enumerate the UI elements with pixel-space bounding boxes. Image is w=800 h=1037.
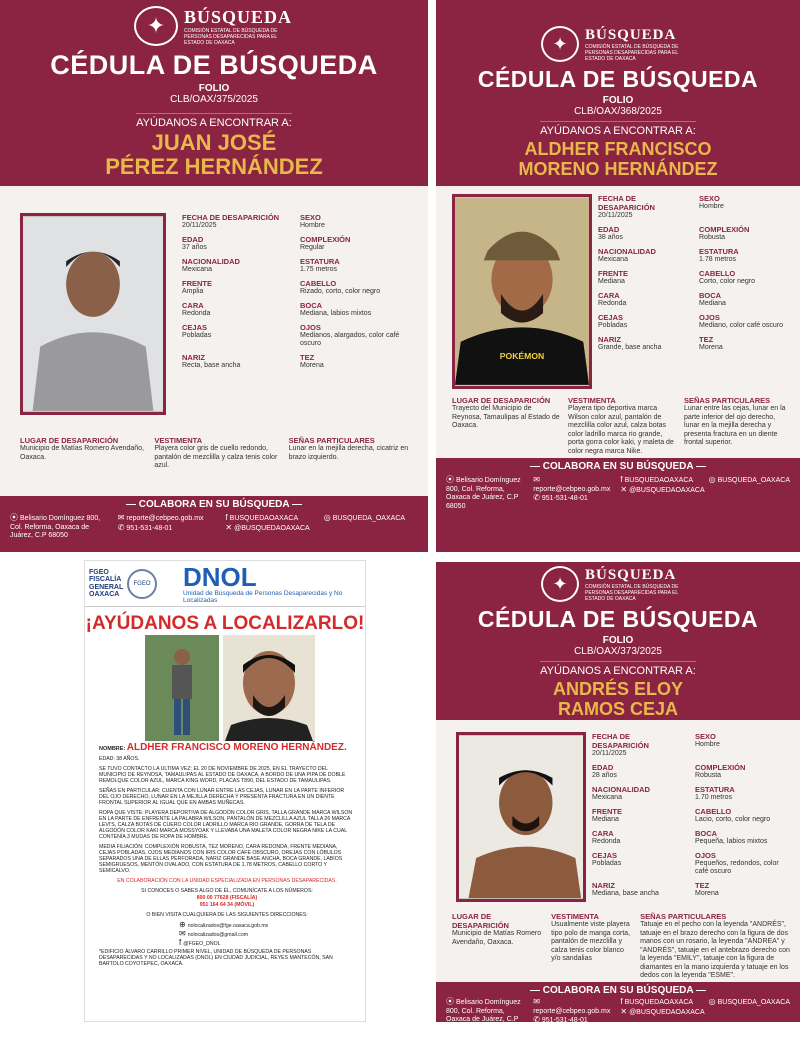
phone-icon: ✆ [533,1015,540,1024]
card-header [436,562,800,720]
instagram-link[interactable]: BUSQUEDA_OAXACA [332,515,406,522]
dnol-flyer [84,560,366,1022]
vestimenta-label: VESTIMENTA [551,912,599,921]
colabora-heading: — COLABORA EN SU BÚSQUEDA — [126,499,302,510]
person-first-name: ANDRÉS ELOY [552,679,684,699]
nacionalidad-label: NACIONALIDAD [592,785,650,794]
help-text: AYÚDANOS A ENCONTRAR A: [540,661,696,677]
lugar-value: Municipio de Matías Romero Avendaño, Oaxaca. [452,930,542,946]
cabello-value: Rizado, corto, color negro [300,288,381,295]
lugar-label: LUGAR DE DESAPARICIÓN [452,396,551,405]
vestimenta-value: Playera color gris de cuello redondo, pantalón de mezclilla y calza tenis color azul. [154,445,278,469]
instagram-icon: ◎ [323,513,331,522]
boca-value: Pequeña, labios mixtos [695,838,768,845]
tez-label: TEZ [695,881,710,890]
ojos-label: OJOS [699,313,720,322]
fecha-label: FECHA DE DESAPARICIÓN [592,732,649,750]
flyer-body [99,742,355,971]
x-icon: ✕ [225,522,233,532]
logo-subtitle: COMISIÓN ESTATAL DE BÚSQUEDA DE PERSONAS DESAPARECIDAS PARA EL ESTADO DE OAXACA [585,43,679,62]
nacionalidad-label: NACIONALIDAD [598,247,656,256]
details-row [452,396,792,456]
nariz-value: Recta, base ancha [182,362,241,369]
cabello-label: CABELLO [300,279,337,288]
location-icon: ⦿ [446,997,454,1006]
fecha-value: 20/11/2025 [592,750,627,757]
facebook-icon: f [225,513,228,522]
phone-icon: ✆ [117,522,125,532]
estatura-label: ESTATURA [300,257,340,266]
busqueda-logo-icon: ✦ [541,26,579,62]
boca-label: BOCA [695,829,718,838]
person-photo-placeholder [23,216,163,412]
personal-data-grid [592,732,792,903]
personal-data-grid [598,194,794,357]
tez-value: Morena [300,362,324,369]
boca-value: Mediana [699,300,726,307]
globe-icon: ⊕ [179,920,186,929]
nombre-value: ALDHER FRANCISCO MORENO HERNÁNDEZ. [126,742,347,753]
sexo-label: SEXO [300,213,321,222]
cara-value: Redonda [182,310,211,317]
card-footer [436,982,800,1032]
instagram-link[interactable]: BUSQUEDA_OAXACA [717,999,790,1006]
search-card-juan-jose [0,0,428,552]
fecha-label: FECHA DE DESAPARICIÓN [182,213,280,222]
nacionalidad-value: Mexicana [182,266,212,273]
nariz-value: Grande, base ancha [598,344,662,351]
tez-value: Morena [695,890,719,897]
flyer-header [85,561,365,607]
card-header [0,0,428,186]
nacionalidad-value: Mexicana [592,794,622,801]
address-note: *EDIFICIO ÁLVARO CARRILLO PRIMER NIVEL, UNIDAD DE BÚSQUEDA DE PERSONAS DESAPARECIDAS Y NO LOCALIZADAS (DNOL) EN CIUDAD JUDICIAL, REYES MANTECÓN, SAN BARTOLO COYOTEPEC, OAXACA. [99,949,333,967]
si-conoces-text: SI CONOCES O SABES ALGO DE ÉL, COMUNÍCATE A LOS NÚMEROS: [141,888,313,894]
cara-label: CARA [592,829,614,838]
folio-label: FOLIO [602,95,634,106]
card-footer [0,496,428,552]
lugar-label: LUGAR DE DESAPARICIÓN [20,436,119,445]
cabello-label: CABELLO [699,269,736,278]
senas-value: Lunar entre las cejas, lunar en la parte inferior del ojo derecho, lunar en la mejilla derecha y presenta fractura en un diente frontal superior. [684,405,786,446]
seal-icon [127,569,157,599]
location-icon: ⦿ [10,513,18,522]
person-photo-placeholder [455,197,589,386]
edad-value: 28 años [592,772,617,779]
folio-number: CLB/OAX/368/2025 [574,106,662,117]
estatura-value: 1.70 metros [695,794,732,801]
edad-text: EDAD: 38 AÑOS. [99,756,140,762]
page-title: CÉDULA DE BÚSQUEDA [50,50,378,80]
mail-icon: ✉ [179,929,186,938]
phone-movil[interactable]: 951 164 64 34 (MÓVIL) [199,902,255,908]
estatura-label: ESTATURA [695,785,735,794]
person-photo [20,213,166,415]
x-link[interactable]: @BUSQUEDAOAXACA [629,1008,705,1016]
folio-number: CLB/OAX/375/2025 [170,94,258,105]
vestimenta-value: Playera tipo deportiva marca Wilson color azul, pantalón de mezclilla color azul, calza botas color ladrillo marca rio grande, porta gorra color kaki, y maleta de color negra marca Nike. [568,405,674,455]
ojos-value: Medianos, alargados, color café oscuro [300,332,400,347]
lugar-value: Municipio de Matías Romero Avendaño, Oaxaca. [20,445,144,461]
search-card-andres [436,562,800,1032]
logo-title: BÚSQUEDA [184,6,293,27]
nariz-label: NARIZ [592,881,615,890]
nariz-value: Mediana, base ancha [592,890,659,897]
vestimenta-value: Usualmente viste playera tipo polo de manga corta, pantalón de mezclilla y calza tenis color blanco y/o sandalias [551,921,631,962]
phone-link[interactable]: 951-531-48-01 [541,495,588,502]
colaboracion-note: EN COLABORACIÓN CON LA UNIDAD ESPECIALIZADA EN PERSONAS DESAPARECIDAS. [117,878,337,884]
senas-label: SEÑAS PARTICULARES [288,436,375,445]
nombre-label: NOMBRE: [99,746,126,752]
logo-subtitle: COMISIÓN ESTATAL DE BÚSQUEDA DE PERSONAS DESAPARECIDAS PARA EL ESTADO DE OAXACA [184,27,278,46]
colabora-heading: — COLABORA EN SU BÚSQUEDA — [530,985,706,996]
nariz-label: NARIZ [598,335,621,344]
edad-label: EDAD [592,763,614,772]
person-last-name: MORENO HERNÁNDEZ [518,159,718,179]
sexo-value: Hombre [300,222,325,229]
details-row [452,912,792,981]
email-link[interactable]: reporte@cebpeo.gob.mx [533,1007,611,1015]
address: Belisario Domínguez 800, Col. Reforma, Oaxaca de Juárez, C.P 68050 [10,515,101,539]
boca-label: BOCA [300,301,323,310]
tez-value: Morena [699,344,723,351]
frente-label: FRENTE [598,269,628,278]
logo-title: BÚSQUEDA [585,566,677,583]
folio-number: CLB/OAX/373/2025 [574,646,662,657]
cabello-value: Corto, color negro [699,278,756,285]
contact-paragraph: SE TUVO CONTACTO LA ULTIMA VEZ: EL 20 DE NOVIEMBRE DE 2025, EN EL TRAYECTO DEL MUNICIPIO DE REYNOSA, TAMAULIPAS AL ESTADO DE OAXACA, A BORDO DE UNA PIPA DE DOBLE REMOLQUE COLOR AZUL, MARCA KING WORD, PLACAS T890, DEL ESTADO DE TAMAULIPAS. [99,766,346,784]
page-title: CÉDULA DE BÚSQUEDA [477,606,759,632]
email-link[interactable]: reporte@cebpeo.gob.mx [126,515,204,522]
vestimenta-label: VESTIMENTA [154,436,203,445]
email-icon: ✉ [533,475,540,484]
colabora-heading: — COLABORA EN SU BÚSQUEDA — [530,461,706,472]
cejas-label: CEJAS [182,323,208,332]
flyer-photos-placeholder [145,635,315,741]
flyer-headline: ¡AYÚDANOS A LOCALIZARLO! [85,613,365,634]
cejas-value: Pobladas [182,332,212,339]
seal-text: FGEO [133,580,151,587]
busqueda-logo-icon: ✦ [134,6,178,46]
ojos-label: OJOS [300,323,321,332]
edad-value: 37 años [182,244,207,251]
frente-value: Mediana [592,816,619,823]
ojos-value: Pequeños, redondos, color café oscuro [695,860,779,875]
email-link[interactable]: reporte@cebpeo.gob.mx [533,485,611,493]
complexion-label: COMPLEXIÓN [300,235,351,244]
ojos-label: OJOS [695,851,716,860]
page-title: CÉDULA DE BÚSQUEDA [477,66,759,92]
edad-label: EDAD [598,225,620,234]
person-first-name: JUAN JOSÉ [151,130,277,155]
frente-value: Mediana [598,278,625,285]
facebook-link[interactable]: BUSQUEDAOAXACA [624,477,694,484]
lugar-value: Trayecto del Municipio de Reynosa, Tamaulipas al Estado de Oaxaca. [452,405,560,429]
card-footer [436,458,800,552]
frente-label: FRENTE [182,279,212,288]
cejas-value: Pobladas [598,322,628,329]
email-icon: ✉ [533,997,540,1006]
sexo-label: SEXO [695,732,716,741]
x-icon: ✕ [620,484,628,494]
x-link[interactable]: @BUSQUEDAOAXACA [234,524,310,532]
ropa-paragraph: ROPA QUE VISTE: PLAYERA DEPORTIVA DE ALGODÓN COLOR GRIS, TALLA GRANDE MARCA WILSON EN LA PARTE DE ENFRENTE LA PALABRA WILSON, PANTALÓN DE MEZCLILLA AZUL TALLA 26 MARCA LEVI'S, CALZA BOTAS DE CUERO COLOR LADRILLO MARCA RIO GRANDE, GORRA DE TELA DE ALGODÓN COLOR KAKI MARCA MOSSYOAK Y LLEVABA UNA MALETA COLOR NEGRA NIKE LA CUAL CONTENÍA 3 MUDAS DE ROPA DE HOMBRE. [99,810,353,840]
phone-icon: ✆ [533,493,540,502]
x-link[interactable]: @BUSQUEDAOAXACA [629,486,705,494]
person-photo [452,194,592,389]
cejas-label: CEJAS [592,851,618,860]
facebook-icon: f [620,997,623,1006]
phone-fiscalia[interactable]: 800 00 77628 (FISCALÍA) [196,895,258,901]
person-photo [456,732,586,902]
senas-label: SEÑAS PARTICULARES [684,396,771,405]
complexion-value: Regular [300,244,325,251]
senas-value: Tatuaje en el pecho con la leyenda "ANDRÉS", tatuaje en el brazo derecho con la figura de dos manos con un rosario, la leyenda "ANDREA" y "ANDRÉS", tatuaje en el antebrazo derecho con la leyenda "EMILY", tatuaje con la figura de diamantes en la mano izquierda y tatuaje en los dedos con la leyenda "ESME". [640,921,790,979]
email-icon: ✉ [117,513,125,522]
cejas-label: CEJAS [598,313,624,322]
cabello-value: Lacio, corto, color negro [695,816,771,823]
fecha-label: FECHA DE DESAPARICIÓN [598,194,655,212]
senas-value: Lunar en la mejilla derecha, cicatriz en brazo izquierdo. [288,445,409,461]
details-row [20,436,415,471]
personal-data-grid [182,213,412,375]
logo-title: BÚSQUEDA [585,26,677,43]
cejas-value: Pobladas [592,860,622,867]
social-link[interactable]: @FGEO_DNOL [183,941,221,947]
tez-label: TEZ [300,353,315,362]
facebook-link[interactable]: BUSQUEDAOAXACA [229,515,299,522]
address: Belisario Domínguez 800, Col. Reforma, Oaxaca de Juárez, C.P 68050 [446,999,521,1032]
person-last-name: RAMOS CEJA [557,699,678,719]
ojos-value: Mediano, color café oscuro [699,322,784,329]
facebook-icon: f [620,475,623,484]
cara-value: Redonda [592,838,621,845]
estatura-value: 1.75 metros [300,266,337,273]
logo-subtitle: COMISIÓN ESTATAL DE BÚSQUEDA DE PERSONAS DESAPARECIDAS PARA EL ESTADO DE OAXACA [585,583,679,602]
boca-value: Mediana, labios mixtos [300,310,372,317]
senas-label: SEÑAS PARTICULARES [640,912,727,921]
search-card-aldher [436,0,800,552]
person-first-name: ALDHER FRANCISCO [524,139,712,159]
help-text: AYÚDANOS A ENCONTRAR A: [540,121,696,137]
phone-link[interactable]: 951-531-48-01 [126,524,173,532]
frente-label: FRENTE [592,807,622,816]
person-photo-placeholder [459,735,583,899]
nariz-label: NARIZ [182,353,205,362]
tez-label: TEZ [699,335,714,344]
instagram-icon: ◎ [708,475,716,484]
cara-value: Redonda [598,300,627,307]
x-icon: ✕ [620,1006,628,1016]
flyer-photos [145,635,315,741]
estatura-label: ESTATURA [699,247,739,256]
estatura-value: 1.78 metros [699,256,736,263]
card-header [436,0,800,186]
person-last-name: PÉREZ HERNÁNDEZ [105,154,323,179]
gmail-link[interactable]: nolocalizados@gmail.com [187,932,249,938]
complexion-value: Robusta [699,234,726,241]
dnol-subtitle: Unidad de Búsqueda de Personas Desaparecidas y No Localizadas [183,589,343,604]
cabello-label: CABELLO [695,807,732,816]
vestimenta-label: VESTIMENTA [568,396,616,405]
fecha-value: 20/11/2025 [182,222,217,229]
sexo-label: SEXO [699,194,720,203]
filiacion-paragraph: MEDIA FILIACIÓN: COMPLEXIÓN ROBUSTA, TEZ MORENO, CARA REDONDA, FRENTE MEDIANA, CEJAS POBLADAS, OJOS MEDIANOS CON IRIS COLOR CAFÉ OBSCURO, OREJAS CON LÓBULOS SEPARADOS UNA DE ELLAS PERFORADA, NARIZ GRANDE BASE ANCHA, BOCA GRANDE, LABIOS SEMIGRUESOS, MENTÓN OVALADO, CON ESTATURA DE 1.78 METROS, CABELLO CORTO Y SEMICALVO. [99,844,343,874]
visita-text: O BIEN VISITA CUALQUIERA DE LAS SIGUIENTES DIRECCIONES: [146,912,308,918]
web-link[interactable]: nolocalizados@fge.oaxaca.gob.mx [187,923,269,929]
help-text: AYÚDANOS A ENCONTRAR A: [136,113,292,129]
instagram-icon: ◎ [708,997,716,1006]
sexo-value: Hombre [699,203,724,210]
location-icon: ⦿ [446,475,454,484]
complexion-label: COMPLEXIÓN [695,763,746,772]
folio-label: FOLIO [198,83,230,94]
frente-value: Amplia [182,288,204,295]
edad-label: EDAD [182,235,204,244]
folio-label: FOLIO [602,635,634,646]
fecha-value: 20/11/2025 [598,212,633,219]
facebook-icon: f [179,938,182,947]
instagram-link[interactable]: BUSQUEDA_OAXACA [717,477,790,484]
boca-label: BOCA [699,291,722,300]
sexo-value: Hombre [695,741,720,748]
senas-paragraph: SEÑAS EN PARTICULAR: CUENTA CON LUNAR ENTRE LAS CEJAS, LUNAR EN LA PARTE INFERIOR DEL OJO DERECHO, LUNAR EN LA MEJILLA DERECHA Y PRESENTA FRACTURA EN UN DIENTE FRONTAL SUPERIOR AL IGUAL QUE EN AMBAS MUÑECAS. [99,788,345,806]
nacionalidad-value: Mexicana [598,256,628,263]
address: Belisario Domínguez 800, Col. Reforma, Oaxaca de Juárez, C.P 68050 [446,477,521,510]
nacionalidad-label: NACIONALIDAD [182,257,240,266]
dnol-logo: DNOL [183,561,257,592]
lugar-label: LUGAR DE DESAPARICIÓN [452,912,509,930]
fge-logo: FGEO FISCALÍA GENERAL OAXACA [89,568,124,598]
complexion-value: Robusta [695,772,722,779]
complexion-label: COMPLEXIÓN [699,225,750,234]
edad-value: 38 años [598,234,623,241]
svg-text:POKÉMON: POKÉMON [499,350,545,361]
cara-label: CARA [598,291,620,300]
phone-link[interactable]: 951-531-48-01 [541,1017,588,1024]
busqueda-logo-icon: ✦ [541,566,579,602]
cara-label: CARA [182,301,204,310]
facebook-link[interactable]: BUSQUEDAOAXACA [624,999,694,1006]
